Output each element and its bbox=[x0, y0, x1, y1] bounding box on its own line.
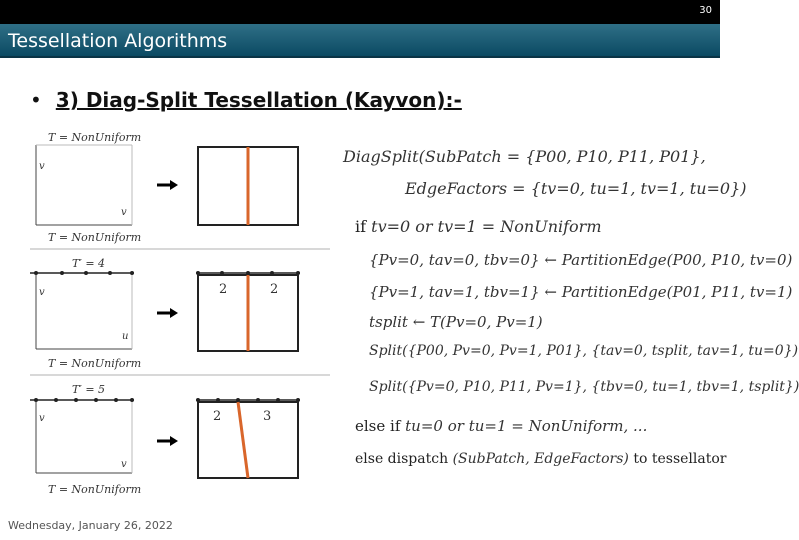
diag-split-figure bbox=[0, 125, 340, 505]
row3-label-right: 3 bbox=[263, 409, 272, 424]
row2-t-bottom: T = NonUniform bbox=[48, 357, 142, 370]
row3-axis-v: v bbox=[39, 413, 45, 424]
row3-axis-u: v bbox=[121, 459, 127, 470]
keyword-else-dispatch: else dispatch bbox=[355, 451, 449, 467]
code-line-10-text: (SubPatch, EdgeFactors) bbox=[452, 451, 629, 467]
row1-axis-u: v bbox=[121, 207, 127, 218]
code-line-7: Split({P00, Pv=0, Pv=1, P01}, {tav=0, tsplit, tav=1, tu=0}) bbox=[369, 343, 799, 359]
row1-t-bottom: T = NonUniform bbox=[48, 231, 142, 244]
row3-label-left: 2 bbox=[213, 409, 222, 424]
code-line-2: EdgeFactors = {tv=0, tu=1, tv=1, tu=0}) bbox=[405, 179, 747, 198]
code-line-5: {Pv=1, tav=1, tbv=1} ← PartitionEdge(P01, P11, tv=1) bbox=[369, 283, 793, 301]
arrow-icon bbox=[170, 180, 178, 190]
keyword-if: if bbox=[355, 217, 367, 236]
code-line-8: Split({Pv=0, P10, P11, Pv=1}, {tbv=0, tu=1, tbv=1, tsplit}) bbox=[369, 379, 799, 395]
slide-number: 30 bbox=[699, 5, 712, 16]
figure-row-1 bbox=[36, 131, 298, 244]
arrow-icon bbox=[170, 436, 178, 446]
row3-t-bottom: T = NonUniform bbox=[48, 483, 142, 496]
row2-label-left: 2 bbox=[219, 282, 228, 297]
code-line-1: DiagSplit(SubPatch = {P00, P10, P11, P01}, bbox=[343, 147, 706, 166]
arrow-icon bbox=[170, 308, 178, 318]
row3-t-top: T′ = 5 bbox=[72, 383, 106, 396]
keyword-else-if: else if bbox=[355, 417, 401, 435]
row1-t-top: T = NonUniform bbox=[48, 131, 142, 144]
diag-split-pseudocode bbox=[343, 145, 799, 475]
code-line-6: tsplit ← T(Pv=0, Pv=1) bbox=[369, 313, 543, 331]
slide-title: Tessellation Algorithms bbox=[8, 30, 228, 52]
row2-label-right: 2 bbox=[270, 282, 279, 297]
figure-row-3 bbox=[30, 383, 300, 496]
code-line-3-text: tv=0 or tv=1 = NonUniform bbox=[371, 217, 602, 236]
bullet-text: 3) Diag-Split Tessellation (Kayvon):- bbox=[55, 88, 462, 112]
row2-t-top: T′ = 4 bbox=[72, 257, 106, 270]
bullet-icon: • bbox=[30, 88, 42, 112]
row2-axis-v: v bbox=[39, 287, 45, 298]
code-line-10-tail: to tessellator bbox=[633, 451, 727, 467]
code-line-10 bbox=[355, 451, 726, 467]
row1-axis-v: v bbox=[39, 161, 45, 172]
bullet-point bbox=[30, 88, 462, 112]
top-bar bbox=[0, 0, 720, 24]
footer-date: Wednesday, January 26, 2022 bbox=[8, 519, 173, 532]
code-line-9-text: tu=0 or tu=1 = NonUniform, ... bbox=[405, 417, 648, 435]
code-line-9 bbox=[355, 417, 647, 435]
row2-axis-u: u bbox=[122, 331, 129, 342]
code-line-3 bbox=[355, 217, 602, 236]
title-bar bbox=[0, 24, 720, 58]
code-line-4: {Pv=0, tav=0, tbv=0} ← PartitionEdge(P00, P10, tv=0) bbox=[369, 251, 793, 269]
figure-row-2 bbox=[30, 257, 300, 370]
